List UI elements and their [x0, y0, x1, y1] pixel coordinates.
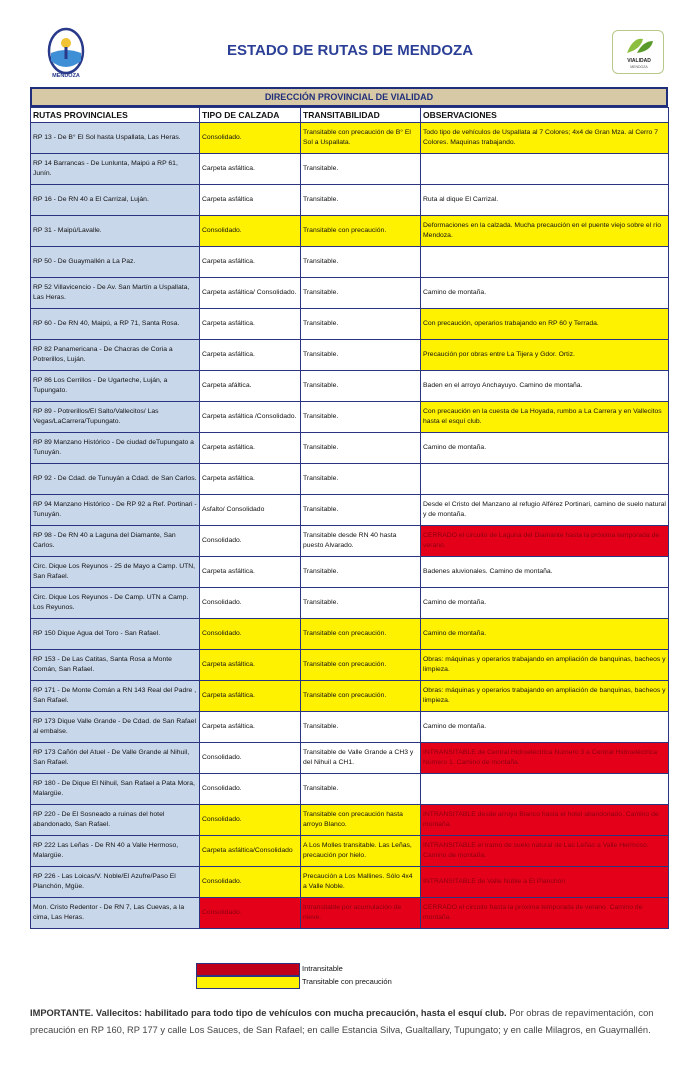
cell-observaciones: Con precaución en la cuesta de La Hoyada, rumbo a La Carrera y en Vallecitos hasta el esquí club.: [421, 402, 669, 433]
cell-ruta: RP 173 Cañón del Atuel - De Valle Grande al Nihuil, San Rafael.: [31, 743, 200, 774]
table-row: [31, 371, 669, 402]
cell-transitabilidad: Transitable.: [301, 712, 421, 743]
table-row: [31, 867, 669, 898]
cell-calzada: Consolidado.: [200, 867, 301, 898]
cell-transitabilidad: Transitable.: [301, 557, 421, 588]
cell-calzada: Carpeta asfáltica /Consolidado.: [200, 402, 301, 433]
cell-transitabilidad: Intransitable por acumulación de nieve.: [301, 898, 421, 929]
cell-ruta: Mon. Cristo Redentor - De RN 7, Las Cuevas, a la cima, Las Heras.: [31, 898, 200, 929]
vialidad-logo-subtext: MENDOZA: [630, 65, 648, 69]
cell-calzada: Carpeta asfáltica.: [200, 712, 301, 743]
cell-observaciones: Obras: máquinas y operarios trabajando en ampliación de banquinas, bacheos y limpieza.: [421, 650, 669, 681]
page-header: [30, 24, 668, 84]
cell-calzada: Consolidado.: [200, 123, 301, 154]
cell-observaciones: Camino de montaña.: [421, 619, 669, 650]
table-row: [31, 805, 669, 836]
legend-swatch-yellow: [196, 976, 300, 989]
cell-transitabilidad: Transitable.: [301, 402, 421, 433]
cell-ruta: RP 222 Las Leñas - De RN 40 a Valle Hermoso, Malargüe.: [31, 836, 200, 867]
vialidad-logo-text: VIALIDAD: [627, 58, 651, 64]
cell-ruta: RP 94 Manzano Histórico - De RP 92 a Ref. Portinari - Tunuyán.: [31, 495, 200, 526]
cell-ruta: RP 13 - De B° El Sol hasta Uspallata, Las Heras.: [31, 123, 200, 154]
cell-ruta: RP 220 - De El Sosneado a ruinas del hotel abandonado, San Rafael.: [31, 805, 200, 836]
cell-calzada: Carpeta afáltica.: [200, 371, 301, 402]
table-row: [31, 681, 669, 712]
cell-transitabilidad: Transitable.: [301, 774, 421, 805]
cell-calzada: Carpeta asfáltica.: [200, 681, 301, 712]
page-title: ESTADO DE RUTAS DE MENDOZA: [226, 42, 474, 59]
cell-ruta: RP 171 - De Monte Comán a RN 143 Real del Padre , San Rafael.: [31, 681, 200, 712]
cell-calzada: Consolidado.: [200, 898, 301, 929]
cell-transitabilidad: Transitable con precaución.: [301, 650, 421, 681]
cell-transitabilidad: Transitable con precaución.: [301, 681, 421, 712]
cell-ruta: RP 153 - De Las Catitas, Santa Rosa a Monte Comán, San Rafael.: [31, 650, 200, 681]
cell-observaciones: [421, 247, 669, 278]
cell-observaciones: Camino de montaña.: [421, 278, 669, 309]
cell-observaciones: Badenes aluvionales. Camino de montaña.: [421, 557, 669, 588]
cell-calzada: Asfalto/ Consolidado: [200, 495, 301, 526]
cell-ruta: RP 86 Los Cerrillos - De Ugarteche, Luján, a Tupungato.: [31, 371, 200, 402]
table-row: [31, 402, 669, 433]
cell-observaciones: [421, 464, 669, 495]
cell-observaciones: Ruta al dique El Carrizal.: [421, 185, 669, 216]
cell-observaciones: Obras: máquinas y operarios trabajando en ampliación de banquinas, bacheos y limpieza.: [421, 681, 669, 712]
legend-item-precaucion: [196, 976, 516, 989]
cell-transitabilidad: Transitable.: [301, 309, 421, 340]
column-header-rutas: RUTAS PROVINCIALES: [31, 108, 200, 123]
table-row: [31, 278, 669, 309]
direccion-band: DIRECCIÓN PROVINCIAL DE VIALIDAD: [30, 87, 668, 107]
table-row: [31, 464, 669, 495]
column-header-transitabilidad: TRANSITABILIDAD: [301, 108, 421, 123]
table-row: [31, 309, 669, 340]
table-row: [31, 650, 669, 681]
cell-ruta: RP 50 - De Guaymallén a La Paz.: [31, 247, 200, 278]
cell-observaciones: Desde el Cristo del Manzano al refugio Alférez Portinari, camino de suelo natural y de montaña.: [421, 495, 669, 526]
cell-transitabilidad: Transitable.: [301, 588, 421, 619]
cell-observaciones: INTRANSITABLE desde arroyo Blanco hasta el hotel abandonado. Camino de montaña.: [421, 805, 669, 836]
cell-calzada: Carpeta asfáltica.: [200, 557, 301, 588]
cell-transitabilidad: Transitable desde RN 40 hasta puesto Alvarado.: [301, 526, 421, 557]
cell-observaciones: Camino de montaña.: [421, 433, 669, 464]
cell-transitabilidad: Transitable.: [301, 154, 421, 185]
cell-ruta: Circ. Dique Los Reyunos - De Camp. UTN a Camp. Los Reyunos.: [31, 588, 200, 619]
cell-observaciones: INTRANSITABLE de Central Hidroeléctrica Número 3 a Central Hidroeléctrica Número 1. Camino de montaña.: [421, 743, 669, 774]
cell-ruta: RP 98 - De RN 40 a Laguna del Diamante, San Carlos.: [31, 526, 200, 557]
cell-transitabilidad: Transitable.: [301, 185, 421, 216]
column-header-calzada: TIPO DE CALZADA: [200, 108, 301, 123]
cell-observaciones: [421, 774, 669, 805]
cell-transitabilidad: Transitable con precaución.: [301, 216, 421, 247]
vialidad-logo: [612, 30, 664, 74]
table-row: [31, 836, 669, 867]
cell-transitabilidad: Transitable con precaución.: [301, 619, 421, 650]
legend-label: Intransitable: [302, 964, 343, 973]
cell-observaciones: Todo tipo de vehículos de Uspallata al 7 Colores; 4x4 de Gran Mza. al Cerro 7 Colores. Maquinas trabajando.: [421, 123, 669, 154]
cell-calzada: Carpeta asfáltica.: [200, 650, 301, 681]
cell-ruta: RP 82 Panamericana - De Chacras de Coria a Potrerillos, Luján.: [31, 340, 200, 371]
table-row: [31, 433, 669, 464]
cell-transitabilidad: Transitable.: [301, 495, 421, 526]
table-row: [31, 154, 669, 185]
cell-transitabilidad: Transitable.: [301, 433, 421, 464]
important-note-text: Por obras de repavimentación, con precaución en RP 160, RP 177 y calle Los Sauces, de San Rafael; en calle Estancia Silva, Gualtallary, Tupungato; y en calle Milagros, en Guaymallén.: [30, 1008, 654, 1035]
cell-calzada: Carpeta asfáltica.: [200, 309, 301, 340]
legend: [196, 963, 516, 991]
cell-ruta: RP 14 Barrancas - De Lunlunta, Maipú a RP 61, Junín.: [31, 154, 200, 185]
cell-calzada: Carpeta asfáltica/Consolidado: [200, 836, 301, 867]
cell-observaciones: Precaución por obras entre La Tijera y Gdor. Ortiz.: [421, 340, 669, 371]
table-row: [31, 123, 669, 154]
cell-ruta: RP 16 - De RN 40 a El Carrizal, Luján.: [31, 185, 200, 216]
cell-ruta: RP 180 - De Dique El Nihuil, San Rafael a Pata Mora, Malargüe.: [31, 774, 200, 805]
cell-calzada: Carpeta asfáltica: [200, 185, 301, 216]
cell-transitabilidad: Transitable.: [301, 464, 421, 495]
cell-observaciones: Camino de montaña.: [421, 712, 669, 743]
routes-table-body: [31, 123, 669, 929]
legend-swatch-red: [196, 963, 300, 976]
cell-transitabilidad: A Los Molles transitable. Las Leñas, precaución por hielo.: [301, 836, 421, 867]
cell-observaciones: Baden en el arroyo Anchayuyo. Camino de montaña.: [421, 371, 669, 402]
table-row: [31, 216, 669, 247]
cell-calzada: Carpeta asfáltica.: [200, 464, 301, 495]
cell-calzada: Carpeta asfáltica.: [200, 154, 301, 185]
cell-transitabilidad: Transitable.: [301, 371, 421, 402]
cell-calzada: Consolidado.: [200, 619, 301, 650]
important-note-strong: IMPORTANTE. Vallecitos: habilitado para todo tipo de vehículos con mucha precaución, hasta el esquí club.: [30, 1008, 507, 1018]
cell-transitabilidad: Transitable con precaución de B° El Sol a Uspallata.: [301, 123, 421, 154]
table-row: [31, 898, 669, 929]
table-row: [31, 712, 669, 743]
cell-ruta: RP 173 Dique Valle Grande - De Cdad. de San Rafael al embalse.: [31, 712, 200, 743]
cell-transitabilidad: Precaución a Los Mallines. Sólo 4x4 a Valle Noble.: [301, 867, 421, 898]
cell-ruta: Circ. Dique Los Reyunos - 25 de Mayo a Camp. UTN, San Rafael.: [31, 557, 200, 588]
cell-calzada: Carpeta asfáltica/ Consolidado.: [200, 278, 301, 309]
legend-item-intransitable: [196, 963, 516, 976]
cell-observaciones: INTRANSITABLE el tramo de suelo natural de Las Leñas a Valle Hermoso. Camino de montaña.: [421, 836, 669, 867]
cell-observaciones: Deformaciones en la calzada. Mucha precaución en el puente viejo sobre el río Mendoza.: [421, 216, 669, 247]
cell-calzada: Consolidado.: [200, 805, 301, 836]
mendoza-shield-icon: [46, 27, 86, 77]
cell-observaciones: INTRANSITABLE de Valle Noble a El Planchón: [421, 867, 669, 898]
table-row: [31, 495, 669, 526]
table-row: [31, 743, 669, 774]
cell-ruta: RP 52 Villavicencio - De Av. San Martín a Uspallata, Las Heras.: [31, 278, 200, 309]
legend-label: Transitable con precaución: [302, 977, 392, 986]
table-row: [31, 619, 669, 650]
cell-ruta: RP 226 - Las Loicas/V. Noble/El Azufre/Paso El Planchón, Mgüe.: [31, 867, 200, 898]
table-header-row: [31, 108, 669, 123]
cell-ruta: RP 92 - De Cdad. de Tunuyán a Cdad. de San Carlos.: [31, 464, 200, 495]
table-row: [31, 557, 669, 588]
cell-calzada: Carpeta asfáltica.: [200, 433, 301, 464]
cell-transitabilidad: Transitable de Valle Grande a CH3 y del Nihuil a CH1.: [301, 743, 421, 774]
cell-observaciones: CERRADO el circuito hasta la próxima temporada de verano. Camino de montaña.: [421, 898, 669, 929]
cell-ruta: RP 60 - De RN 40, Maipú, a RP 71, Santa Rosa.: [31, 309, 200, 340]
cell-transitabilidad: Transitable.: [301, 247, 421, 278]
column-header-observaciones: OBSERVACIONES: [421, 108, 669, 123]
cell-observaciones: Camino de montaña.: [421, 588, 669, 619]
cell-ruta: RP 150 Dique Agua del Toro - San Rafael.: [31, 619, 200, 650]
table-row: [31, 588, 669, 619]
cell-transitabilidad: Transitable con precaución hasta arroyo Blanco.: [301, 805, 421, 836]
cell-ruta: RP 89 - Potrerillos/El Salto/Vallecitos/ Las Vegas/LaCarrera/Tupungato.: [31, 402, 200, 433]
vialidad-leaf-icon: [613, 31, 665, 59]
cell-calzada: Carpeta asfáltica.: [200, 340, 301, 371]
cell-calzada: Consolidado.: [200, 774, 301, 805]
table-row: [31, 774, 669, 805]
cell-calzada: Consolidado.: [200, 216, 301, 247]
important-note: [30, 1005, 670, 1039]
cell-observaciones: [421, 154, 669, 185]
cell-ruta: RP 89 Manzano Histórico - De ciudad deTupungato a Tunuyán.: [31, 433, 200, 464]
table-row: [31, 247, 669, 278]
mendoza-logo-text: MENDOZA: [52, 73, 80, 79]
cell-observaciones: Con precaución, operarios trabajando en RP 60 y Terrada.: [421, 309, 669, 340]
table-row: [31, 185, 669, 216]
cell-transitabilidad: Transitable.: [301, 340, 421, 371]
cell-calzada: Consolidado.: [200, 588, 301, 619]
cell-transitabilidad: Transitable.: [301, 278, 421, 309]
cell-calzada: Consolidado.: [200, 526, 301, 557]
table-row: [31, 526, 669, 557]
cell-calzada: Carpeta asfáltica.: [200, 247, 301, 278]
cell-ruta: RP 31 - Maipú/Lavalle.: [31, 216, 200, 247]
cell-calzada: Consolidado.: [200, 743, 301, 774]
routes-table: [30, 107, 669, 929]
table-row: [31, 340, 669, 371]
cell-observaciones: CERRADO el circuito de Laguna del Diamante hasta la próxima temporada de verano.: [421, 526, 669, 557]
